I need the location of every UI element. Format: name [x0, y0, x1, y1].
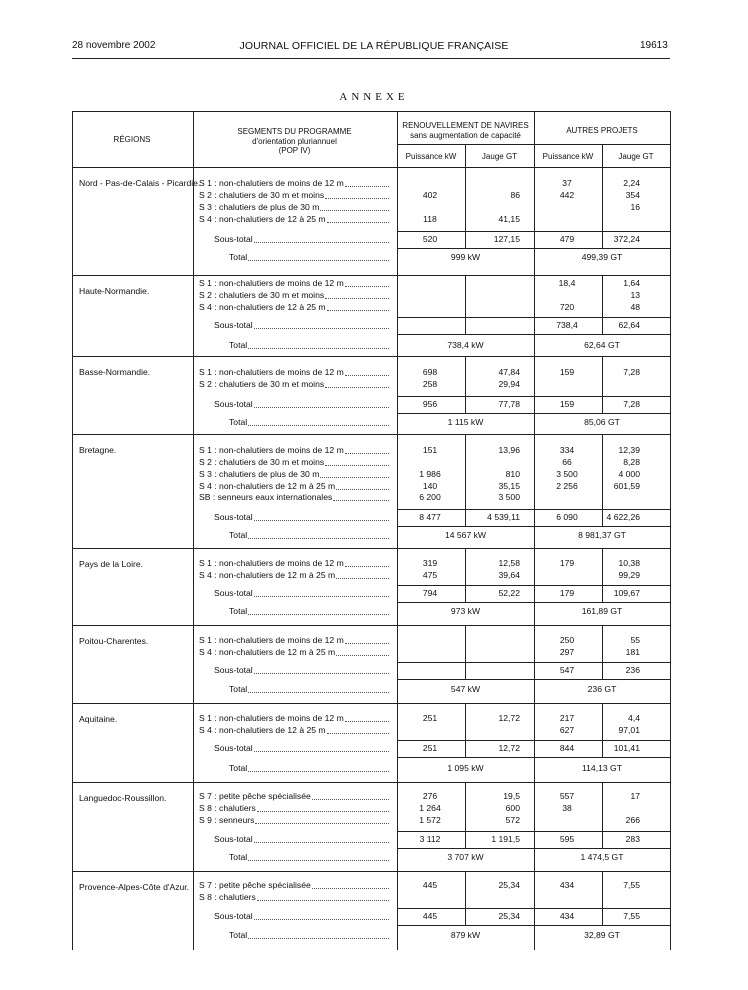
- kw-gt-rule-ren: [465, 871, 466, 908]
- renouvellement-kw-value: 1 264: [419, 803, 441, 813]
- col-header-jauge-autres: Jauge GT: [618, 152, 654, 161]
- region-name: Basse-Normandie.: [79, 367, 151, 377]
- dot-leader: [248, 852, 389, 861]
- segment-row-label: S 8 : chalutiers: [199, 892, 389, 903]
- region-separator: [72, 275, 671, 276]
- sous-total-top-rule: [397, 740, 670, 741]
- autres-gt-value: 17: [630, 791, 640, 801]
- sous-total-autres-gt: 7,28: [623, 399, 640, 409]
- autres-kw-value: 179: [559, 558, 575, 568]
- total-autres: 236 GT: [587, 684, 617, 694]
- sous-total-autres-kw: 595: [559, 834, 575, 844]
- total-renouvellement: 973 kW: [450, 606, 481, 616]
- segment-row-label: S 1 : non-chalutiers de moins de 12 m: [199, 558, 389, 569]
- col-header-renouvellement: [397, 121, 534, 140]
- renouvellement-gt-value: 39,64: [498, 570, 520, 580]
- total-autres: 32,89 GT: [584, 930, 620, 940]
- sous-total-autres-kw: 6 090: [556, 512, 578, 522]
- segment-row-label: S 2 : chalutiers de 30 m et moins: [199, 290, 389, 301]
- segment-row-label: S 4 : non-chalutiers de 12 à 25 m: [199, 302, 389, 313]
- segment-row-label: S 1 : non-chalutiers de moins de 12 m: [199, 178, 389, 189]
- total-label: Total: [229, 763, 389, 774]
- kw-gt-rule-autres: [602, 703, 603, 740]
- kw-gt-rule-ren: [465, 434, 466, 509]
- sous-total-autres-gt: 372,24: [613, 234, 640, 244]
- autres-gt-value: 181: [625, 647, 640, 657]
- region-name: Nord - Pas-de-Calais - Picardie.: [79, 178, 201, 188]
- dot-leader: [336, 570, 389, 579]
- renouvellement-gt-value: 41,15: [498, 214, 520, 224]
- sous-total-autres-kw: 159: [559, 399, 575, 409]
- sous-total-label: Sous-total: [214, 665, 389, 676]
- region-name: Languedoc-Roussillon.: [79, 793, 167, 803]
- autres-gt-value: 97,01: [618, 725, 640, 735]
- region-separator: [72, 782, 671, 783]
- sous-total-autres-gt: 62,64: [618, 320, 640, 330]
- segment-row-label: S 7 : petite pêche spécialisée: [199, 880, 389, 891]
- col-header-puissance-autres: Puissance kW: [542, 152, 594, 161]
- autres-kw-value: 297: [559, 647, 575, 657]
- renouvellement-kw-value: 698: [422, 367, 438, 377]
- renouvellement-kw-value: 251: [422, 713, 438, 723]
- total-renouvellement: 1 115 kW: [447, 417, 484, 427]
- total-label: Total: [229, 252, 389, 263]
- renouvellement-kw-value: 140: [422, 481, 438, 491]
- sous-total-renouvellement-kw: 956: [422, 399, 438, 409]
- renouvellement-kw-value: 276: [422, 791, 438, 801]
- sous-total-bottom-rule: [397, 757, 670, 758]
- sous-total-renouvellement-kw: 520: [422, 234, 438, 244]
- segment-row-label: S 7 : petite pêche spécialisée: [199, 791, 389, 802]
- sous-total-top-rule: [397, 509, 670, 510]
- region-separator: [72, 434, 671, 435]
- sous-total-bottom-rule: [397, 413, 670, 414]
- total-renouvellement: 547 kW: [450, 684, 481, 694]
- dot-leader: [248, 340, 389, 349]
- sous-total-top-rule: [397, 231, 670, 232]
- region-separator: [72, 625, 671, 626]
- autres-gt-value: 13: [630, 290, 640, 300]
- autres-gt-value: 99,29: [618, 570, 640, 580]
- kw-gt-rule-ren: [465, 167, 466, 231]
- autres-gt-value: 354: [625, 190, 640, 200]
- sous-total-top-rule: [397, 317, 670, 318]
- autres-gt-value: 1,64: [623, 278, 640, 288]
- region-name: Bretagne.: [79, 445, 117, 455]
- header-date: 28 novembre 2002: [72, 40, 156, 51]
- sous-total-bottom-rule: [397, 602, 670, 603]
- total-label: Total: [229, 417, 389, 428]
- sous-total-autres-kw: 844: [559, 743, 575, 753]
- kw-gt-rule-autres: [602, 548, 603, 585]
- segment-row-label: S 4 : non-chalutiers de 12 m à 25 m: [199, 570, 389, 581]
- renouvellement-gt-value: 29,94: [498, 379, 520, 389]
- total-autres: 499,39 GT: [581, 252, 623, 262]
- kw-gt-rule-autres: [602, 275, 603, 317]
- table-left-border: [72, 111, 73, 950]
- dot-leader: [254, 834, 389, 843]
- renouvellement-kw-value: 6 200: [419, 492, 441, 502]
- total-renouvellement: 879 kW: [450, 930, 481, 940]
- sous-total-bottom-rule: [397, 848, 670, 849]
- kw-gt-rule-ren: [465, 548, 466, 585]
- total-autres: 85,06 GT: [584, 417, 620, 427]
- dot-leader: [248, 684, 389, 693]
- sous-total-renouvellement-kw: 794: [422, 588, 438, 598]
- dot-leader: [254, 911, 389, 920]
- total-renouvellement: 1 095 kW: [447, 763, 484, 773]
- sous-total-top-rule: [397, 585, 670, 586]
- sous-total-renouvellement-gt: 12,72: [498, 743, 520, 753]
- renouvellement-gt-value: 35,15: [498, 481, 520, 491]
- sous-total-autres-kw: 479: [559, 234, 575, 244]
- kw-gt-rule-autres: [602, 782, 603, 831]
- sous-total-renouvellement-gt: 52,22: [498, 588, 520, 598]
- kw-gt-rule-autres: [602, 356, 603, 396]
- dot-leader: [255, 815, 389, 824]
- renouvellement-gt-value: 810: [505, 469, 520, 479]
- autres-kw-value: 557: [559, 791, 575, 801]
- renouvellement-kw-value: 445: [422, 880, 438, 890]
- total-renouvellement: 3 707 kW: [447, 852, 484, 862]
- dot-leader: [325, 379, 389, 388]
- dot-leader: [257, 803, 389, 812]
- dot-leader: [345, 178, 389, 187]
- sous-total-autres-gt: 236: [625, 665, 640, 675]
- region-name: Provence-Alpes-Côte d'Azur.: [79, 882, 190, 892]
- autres-kw-value: 3 500: [556, 469, 578, 479]
- dot-leader: [325, 290, 389, 299]
- dot-leader: [320, 202, 389, 211]
- segment-row-label: S 1 : non-chalutiers de moins de 12 m: [199, 445, 389, 456]
- sous-total-bottom-rule: [397, 334, 670, 335]
- col-header-jauge-renouvellement: Jauge GT: [481, 152, 518, 161]
- autres-gt-value: 4 000: [618, 469, 640, 479]
- sous-total-label: Sous-total: [214, 512, 389, 523]
- sous-total-label: Sous-total: [214, 588, 389, 599]
- renouvellement-gt-value: 572: [505, 815, 520, 825]
- segment-row-label: S 1 : non-chalutiers de moins de 12 m: [199, 713, 389, 724]
- region-separator: [72, 871, 671, 872]
- dot-leader: [248, 530, 389, 539]
- dot-leader: [325, 457, 389, 466]
- region-name: Haute-Normandie.: [79, 286, 150, 296]
- kw-gt-rule-ren: [465, 356, 466, 396]
- autres-kw-value: 159: [559, 367, 575, 377]
- dot-leader: [248, 606, 389, 615]
- sous-total-autres-kw: 738,4: [556, 320, 578, 330]
- autres-kw-value: 2 256: [556, 481, 578, 491]
- kw-gt-rule-ren: [465, 703, 466, 740]
- sous-total-autres-kw: 434: [559, 911, 575, 921]
- sous-total-label: Sous-total: [214, 911, 389, 922]
- segment-row-label: S 4 : non-chalutiers de 12 m à 25 m: [199, 647, 389, 658]
- segment-row-label: SB : senneurs eaux internationales: [199, 492, 389, 503]
- header-bottom-rule: [72, 167, 671, 168]
- col-header-autres-projets: AUTRES PROJETS: [566, 126, 638, 135]
- segments-header-line3: (POP IV): [278, 146, 311, 155]
- table-right-border: [670, 111, 671, 950]
- sous-total-renouvellement-gt: 25,34: [498, 911, 520, 921]
- renouvellement-header-line1: RENOUVELLEMENT DE NAVIRES: [402, 121, 529, 130]
- dot-leader: [336, 481, 389, 490]
- kw-gt-rule-ren: [465, 782, 466, 831]
- kw-gt-rule-autres: [602, 434, 603, 509]
- dot-leader: [345, 713, 389, 722]
- region-separator: [72, 356, 671, 357]
- autres-gt-value: 7,55: [623, 880, 640, 890]
- segment-row-label: S 4 : non-chalutiers de 12 m à 25 m: [199, 481, 389, 492]
- dot-leader: [327, 302, 389, 311]
- segment-row-label: S 1 : non-chalutiers de moins de 12 m: [199, 635, 389, 646]
- total-label: Total: [229, 530, 389, 541]
- sous-total-label: Sous-total: [214, 234, 389, 245]
- col-header-regions: RÉGIONS: [113, 135, 151, 144]
- autres-gt-value: 266: [625, 815, 640, 825]
- header-sub-rule-1: [465, 144, 466, 167]
- segment-row-label: S 8 : chalutiers: [199, 803, 389, 814]
- sous-total-renouvellement-kw: 251: [422, 743, 438, 753]
- autres-kw-value: 37: [562, 178, 572, 188]
- sous-total-autres-kw: 179: [559, 588, 575, 598]
- dot-leader: [325, 190, 389, 199]
- total-autres: 62,64 GT: [584, 340, 620, 350]
- dot-leader: [327, 214, 389, 223]
- dot-leader: [312, 880, 389, 889]
- sous-total-bottom-rule: [397, 526, 670, 527]
- dot-leader: [254, 588, 389, 597]
- sous-total-renouvellement-kw: 3 112: [419, 834, 441, 844]
- autres-kw-value: 250: [559, 635, 575, 645]
- dot-leader: [336, 647, 389, 656]
- sous-total-autres-gt: 101,41: [613, 743, 640, 753]
- segment-row-label: S 4 : non-chalutiers de 12 à 25 m: [199, 725, 389, 736]
- sous-total-renouvellement-kw: 445: [422, 911, 438, 921]
- header-rule: [72, 58, 670, 59]
- kw-gt-rule-autres: [602, 167, 603, 231]
- dot-leader: [248, 930, 389, 939]
- sous-total-autres-gt: 109,67: [613, 588, 640, 598]
- autres-kw-value: 18,4: [558, 278, 576, 288]
- region-name: Poitou-Charentes.: [79, 636, 149, 646]
- sous-total-label: Sous-total: [214, 320, 389, 331]
- dot-leader: [345, 445, 389, 454]
- autres-kw-value: 627: [559, 725, 575, 735]
- autres-gt-value: 601,59: [613, 481, 640, 491]
- sous-total-label: Sous-total: [214, 834, 389, 845]
- sous-total-label: Sous-total: [214, 743, 389, 754]
- segments-header-line1: SEGMENTS DU PROGRAMME: [237, 127, 352, 136]
- sous-total-top-rule: [397, 396, 670, 397]
- sous-total-renouvellement-kw: 8 477: [419, 512, 441, 522]
- total-autres: 8 981,37 GT: [578, 530, 626, 540]
- autres-gt-value: 16: [630, 202, 640, 212]
- dot-leader: [345, 635, 389, 644]
- dot-leader: [345, 278, 389, 287]
- sous-total-bottom-rule: [397, 925, 670, 926]
- renouvellement-gt-value: 19,5: [503, 791, 520, 801]
- renouvellement-kw-value: 402: [422, 190, 438, 200]
- dot-leader: [327, 725, 389, 734]
- renouvellement-gt-value: 3 500: [498, 492, 520, 502]
- sous-total-autres-kw: 547: [559, 665, 575, 675]
- dot-leader: [254, 665, 389, 674]
- dot-leader: [312, 791, 389, 800]
- renouvellement-kw-value: 118: [423, 214, 437, 224]
- renouvellement-kw-value: 1 572: [419, 815, 441, 825]
- sous-total-bottom-rule: [397, 248, 670, 249]
- sous-total-renouvellement-gt: 4 539,11: [487, 512, 520, 522]
- segment-row-label: S 2 : chalutiers de 30 m et moins: [199, 190, 389, 201]
- kw-gt-rule-ren: [465, 625, 466, 662]
- total-renouvellement: 999 kW: [450, 252, 481, 262]
- total-renouvellement: 738,4 kW: [447, 340, 484, 350]
- total-autres: 1 474,5 GT: [580, 852, 624, 862]
- total-label: Total: [229, 852, 389, 863]
- page-number: 19613: [640, 40, 668, 51]
- sous-total-autres-gt: 283: [625, 834, 640, 844]
- renouvellement-gt-value: 86: [510, 190, 520, 200]
- renouvellement-kw-value: 319: [422, 558, 438, 568]
- segment-row-label: S 4 : non-chalutiers de 12 à 25 m: [199, 214, 389, 225]
- autres-gt-value: 4,4: [628, 713, 640, 723]
- dot-leader: [333, 492, 389, 501]
- col-header-puissance-renouvellement: Puissance kW: [405, 152, 457, 161]
- total-label: Total: [229, 340, 389, 351]
- sous-total-top-rule: [397, 662, 670, 663]
- kw-gt-rule-ren: [465, 275, 466, 317]
- total-label: Total: [229, 606, 389, 617]
- dot-leader: [254, 399, 389, 408]
- col-header-segments: [193, 127, 396, 156]
- dot-leader: [254, 512, 389, 521]
- sous-total-renouvellement-gt: 127,15: [493, 234, 520, 244]
- annexe-title: ANNEXE: [339, 91, 409, 103]
- total-label: Total: [229, 930, 389, 941]
- autres-gt-value: 12,39: [618, 445, 640, 455]
- autres-kw-value: 442: [559, 190, 575, 200]
- sous-total-renouvellement-gt: 1 191,5: [491, 834, 520, 844]
- autres-kw-value: 334: [559, 445, 575, 455]
- autres-gt-value: 2,24: [623, 178, 640, 188]
- dot-leader: [248, 252, 389, 261]
- region-name: Aquitaine.: [79, 714, 118, 724]
- segments-header-line2: d'orientation pluriannuel: [252, 136, 337, 146]
- segment-row-label: S 2 : chalutiers de 30 m et moins: [199, 379, 389, 390]
- total-autres: 114,13 GT: [582, 763, 622, 773]
- region-separator: [72, 548, 671, 549]
- autres-gt-value: 10,38: [618, 558, 640, 568]
- dot-leader: [248, 417, 389, 426]
- autres-kw-value: 66: [562, 457, 572, 467]
- autres-gt-value: 48: [630, 302, 640, 312]
- sous-total-autres-gt: 7,55: [623, 911, 640, 921]
- autres-gt-value: 7,28: [623, 367, 640, 377]
- dot-leader: [257, 892, 389, 901]
- renouvellement-gt-value: 12,72: [498, 713, 520, 723]
- sous-total-label: Sous-total: [214, 399, 389, 410]
- dot-leader: [345, 367, 389, 376]
- renouvellement-gt-value: 13,96: [498, 445, 520, 455]
- segment-row-label: S 2 : chalutiers de 30 m et moins: [199, 457, 389, 468]
- segment-row-label: S 1 : non-chalutiers de moins de 12 m: [199, 367, 389, 378]
- segment-row-label: S 3 : chalutiers de plus de 30 m: [199, 469, 389, 480]
- autres-kw-value: 720: [559, 302, 575, 312]
- autres-gt-value: 8,28: [623, 457, 640, 467]
- segment-row-label: S 3 : chalutiers de plus de 30 m: [199, 202, 389, 213]
- segment-row-label: S 9 : senneurs: [199, 815, 389, 826]
- sous-total-renouvellement-gt: 77,78: [498, 399, 520, 409]
- renouvellement-kw-value: 151: [422, 445, 438, 455]
- renouvellement-kw-value: 1 986: [419, 469, 441, 479]
- total-label: Total: [229, 684, 389, 695]
- renouvellement-gt-value: 12,58: [498, 558, 520, 568]
- journal-title: JOURNAL OFFICIEL DE LA RÉPUBLIQUE FRANÇAISE: [239, 40, 509, 52]
- region-separator: [72, 703, 671, 704]
- kw-gt-rule-autres: [602, 871, 603, 908]
- autres-kw-value: 217: [559, 713, 575, 723]
- sous-total-sep-ren: [465, 317, 466, 334]
- segments-column-rule: [193, 111, 194, 950]
- total-renouvellement: 14 567 kW: [444, 530, 487, 540]
- dot-leader: [254, 234, 389, 243]
- renouvellement-gt-value: 47,84: [498, 367, 520, 377]
- renouvellement-gt-value: 600: [505, 803, 520, 813]
- renouvellement-header-line2: sans augmentation de capacité: [410, 130, 521, 140]
- autres-gt-value: 55: [630, 635, 640, 645]
- dot-leader: [254, 320, 389, 329]
- sous-total-autres-gt: 4 622,26: [606, 512, 640, 522]
- region-name: Pays de la Loire.: [79, 559, 144, 569]
- renouvellement-kw-value: 475: [422, 570, 438, 580]
- renouvellement-kw-value: 258: [422, 379, 438, 389]
- sous-total-top-rule: [397, 831, 670, 832]
- dot-leader: [248, 763, 389, 772]
- kw-gt-rule-autres: [602, 625, 603, 662]
- autres-kw-value: 434: [559, 880, 575, 890]
- total-autres: 161,89 GT: [581, 606, 623, 616]
- sous-total-bottom-rule: [397, 679, 670, 680]
- sous-total-sep-ren: [465, 662, 466, 679]
- segment-row-label: S 1 : non-chalutiers de moins de 12 m: [199, 278, 389, 289]
- dot-leader: [345, 558, 389, 567]
- table-top-border: [72, 111, 671, 112]
- renouvellement-gt-value: 25,34: [498, 880, 520, 890]
- autres-kw-value: 38: [562, 803, 572, 813]
- header-sub-rule-2: [602, 144, 603, 167]
- dot-leader: [254, 743, 389, 752]
- sous-total-top-rule: [397, 908, 670, 909]
- dot-leader: [320, 469, 389, 478]
